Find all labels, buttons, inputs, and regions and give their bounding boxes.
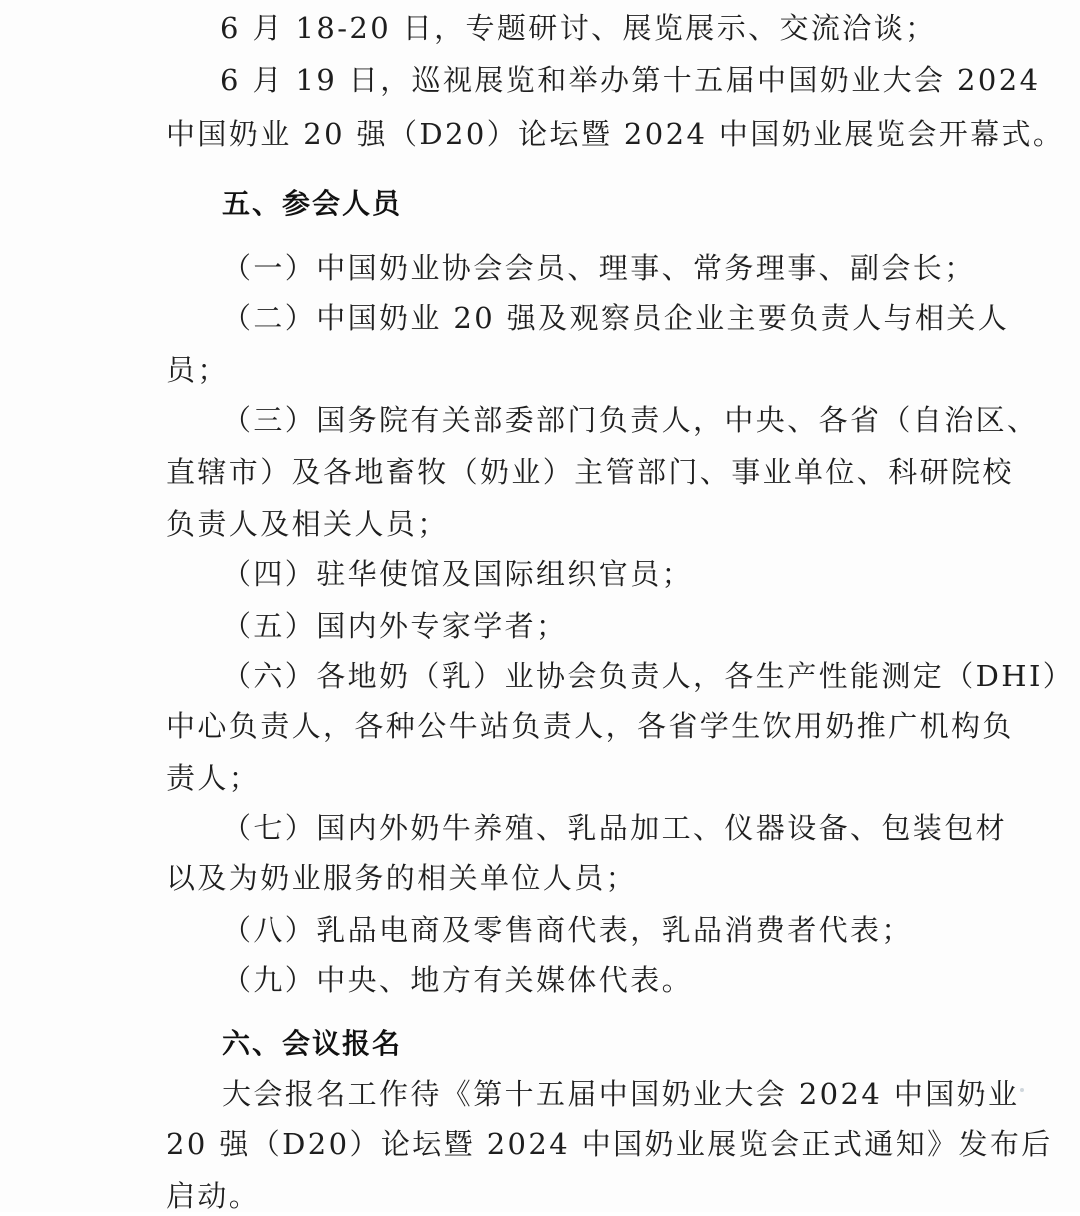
scan-speck xyxy=(1020,1088,1024,1092)
attendee-item-7a: （七）国内外奶牛养殖、乳品加工、仪器设备、包装包材 xyxy=(222,811,1008,845)
registration-para-c: 启动。 xyxy=(166,1179,261,1213)
schedule-line-1: 6 月 18-20 日，专题研讨、展览展示、交流洽谈； xyxy=(220,11,937,45)
attendee-item-4: （四）驻华使馆及国际组织官员； xyxy=(222,557,694,591)
attendee-item-5: （五）国内外专家学者； xyxy=(222,609,568,643)
attendee-item-9: （九）中央、地方有关媒体代表。 xyxy=(222,963,694,997)
attendee-item-2a: （二）中国奶业 20 强及观察员企业主要负责人与相关人 xyxy=(222,301,1010,335)
attendee-item-6a: （六）各地奶（乳）业协会负责人，各生产性能测定（DHI） xyxy=(222,659,1075,693)
attendee-item-7b: 以及为奶业服务的相关单位人员； xyxy=(166,861,638,895)
schedule-line-2b: 中国奶业 20 强（D20）论坛暨 2024 中国奶业展览会开幕式。 xyxy=(166,117,1065,151)
attendee-item-6b: 中心负责人，各种公牛站负责人，各省学生饮用奶推广机构负 xyxy=(166,709,1014,743)
schedule-line-2a: 6 月 19 日，巡视展览和举办第十五届中国奶业大会 2024 xyxy=(220,63,1041,97)
attendee-item-8: （八）乳品电商及零售商代表，乳品消费者代表； xyxy=(222,913,913,947)
attendee-item-1: （一）中国奶业协会会员、理事、常务理事、副会长； xyxy=(222,251,976,285)
registration-para-b: 20 强（D20）论坛暨 2024 中国奶业展览会正式通知》发布后 xyxy=(166,1127,1053,1161)
attendee-item-2b: 员； xyxy=(166,353,229,387)
section-5-heading: 五、参会人员 xyxy=(222,187,403,220)
section-6-heading: 六、会议报名 xyxy=(222,1027,403,1060)
attendee-item-6c: 责人； xyxy=(166,761,261,795)
registration-para-a: 大会报名工作待《第十五届中国奶业大会 2024 中国奶业 xyxy=(222,1077,1020,1111)
attendee-item-3c: 负责人及相关人员； xyxy=(166,507,449,541)
attendee-item-3a: （三）国务院有关部委部门负责人，中央、各省（自治区、 xyxy=(222,403,1039,437)
attendee-item-3b: 直辖市）及各地畜牧（奶业）主管部门、事业单位、科研院校 xyxy=(166,455,1014,489)
